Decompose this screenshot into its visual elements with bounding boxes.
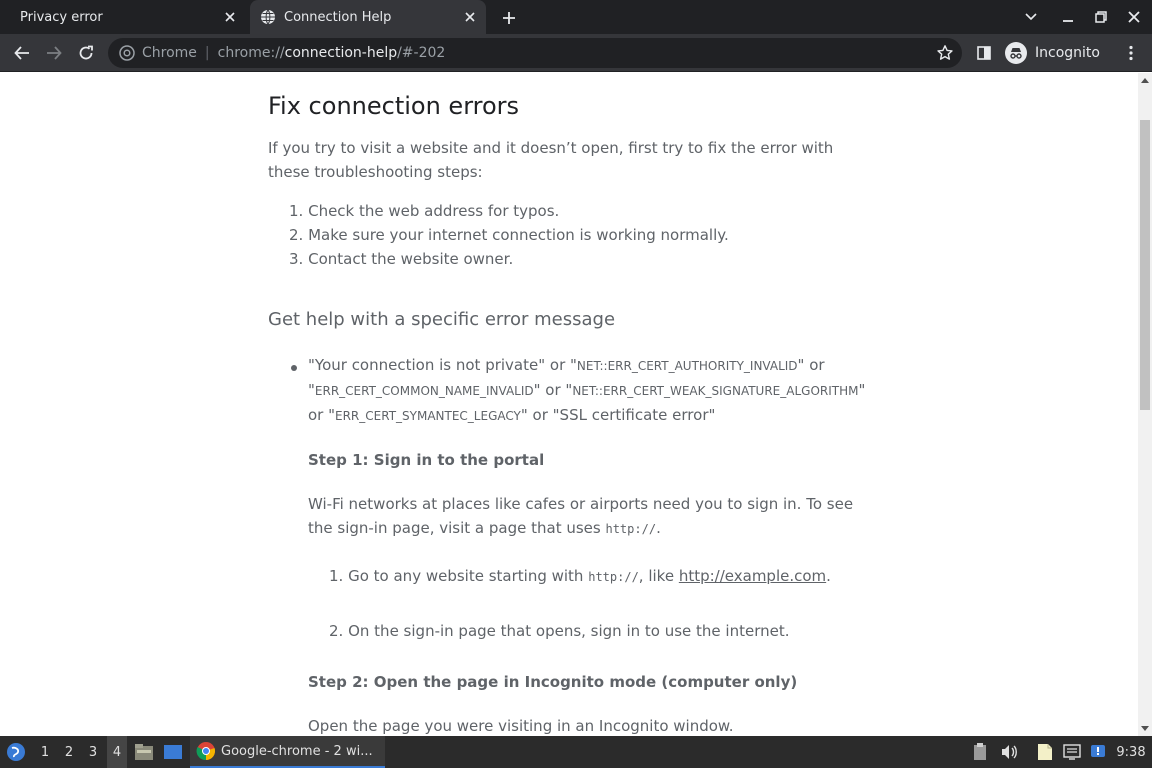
example-link[interactable]: http://example.com: [678, 567, 827, 585]
more-menu-icon[interactable]: [1120, 42, 1142, 64]
step1-paragraph: [308, 492, 868, 541]
error-text: " or: [797, 356, 825, 374]
step-text: Check the web address for typos.: [308, 202, 560, 220]
network-icon[interactable]: [1061, 736, 1083, 768]
list-item: 2. Make sure your internet connection is working normally.: [289, 226, 729, 244]
minimize-icon[interactable]: [1058, 7, 1078, 27]
taskbar-chrome-app[interactable]: [190, 736, 385, 768]
clock[interactable]: 9:38: [1116, 744, 1146, 760]
error-text: ": [308, 381, 315, 399]
bullet-icon: [291, 365, 297, 371]
error-message-line-3: [308, 403, 715, 428]
workspace-2[interactable]: 2: [64, 744, 74, 760]
page-scrollbar[interactable]: [1138, 73, 1152, 736]
tab-title: Connection Help: [284, 9, 392, 25]
step1-text: Wi-Fi networks at places like cafes or airports need you to sign in. To see the sign-in page, visit a page that uses: [308, 495, 854, 537]
list-item: 1. Check the web address for typos.: [289, 202, 560, 220]
page-content: [0, 73, 1138, 736]
volume-icon[interactable]: [998, 736, 1020, 768]
tab-connection-help[interactable]: [250, 0, 486, 34]
close-window-icon[interactable]: [1124, 7, 1144, 27]
scroll-down-arrow-icon[interactable]: [1141, 726, 1149, 731]
code-http: http://: [605, 522, 657, 536]
tab-search-chevron-icon[interactable]: [1021, 7, 1041, 27]
error-text: or ": [308, 406, 336, 424]
chrome-icon: [196, 741, 216, 761]
tab-strip: [0, 0, 1152, 34]
bookmark-star-icon[interactable]: [936, 44, 954, 62]
step2-heading: Step 2: Open the page in Incognito mode (computer only): [308, 673, 798, 691]
error-text: " or "SSL certificate error": [520, 406, 716, 424]
start-menu-icon[interactable]: [4, 736, 28, 768]
url-scheme: chrome://: [217, 45, 285, 61]
substep-text: Go to any website starting with: [348, 567, 589, 585]
incognito-label: Incognito: [1035, 45, 1100, 61]
close-icon[interactable]: [460, 7, 480, 27]
workspace-3[interactable]: 3: [88, 744, 98, 760]
section-heading: Get help with a specific error message: [268, 309, 616, 330]
restore-icon[interactable]: [1091, 7, 1111, 27]
scroll-thumb[interactable]: [1140, 120, 1150, 410]
substep-text: , like: [638, 567, 679, 585]
error-message-line-1: [308, 353, 825, 378]
tab-title: Privacy error: [20, 9, 103, 25]
address-bar[interactable]: [108, 38, 962, 68]
step1-heading: Step 1: Sign in to the portal: [308, 451, 545, 469]
list-item: 1. Go to any website starting with http://, like http://example.com.: [329, 567, 831, 585]
omnibox-chip-label: Chrome: [142, 45, 197, 61]
globe-icon: [260, 9, 276, 25]
side-panel-icon[interactable]: [973, 42, 995, 64]
url-host: connection-help: [284, 45, 398, 61]
step-text: Contact the website owner.: [308, 250, 514, 268]
workspace-1[interactable]: 1: [40, 744, 50, 760]
url-path: /#-202: [397, 45, 446, 61]
browser-toolbar: [0, 34, 1152, 72]
new-tab-button[interactable]: [498, 7, 520, 29]
chrome-icon: [119, 45, 135, 61]
list-item: 3. Contact the website owner.: [289, 250, 514, 268]
page-title: Fix connection errors: [268, 92, 520, 120]
error-code: ERR_CERT_SYMANTEC_LEGACY: [335, 409, 521, 423]
taskbar-app-label: Google-chrome - 2 wi...: [221, 743, 373, 759]
reload-icon[interactable]: [75, 42, 97, 64]
close-icon[interactable]: [220, 7, 240, 27]
error-code: NET::ERR_CERT_AUTHORITY_INVALID: [576, 359, 798, 373]
back-arrow-icon[interactable]: [11, 42, 33, 64]
intro-paragraph: If you try to visit a website and it doesn’t open, first try to fix the error with these troubleshooting steps:: [268, 139, 834, 181]
notification-icon[interactable]: [1088, 736, 1108, 768]
step-text: Make sure your internet connection is working normally.: [308, 226, 729, 244]
step1-text: .: [656, 519, 661, 537]
workspace-4[interactable]: 4: [107, 736, 127, 768]
notes-icon[interactable]: [1034, 736, 1056, 768]
taskbar: [0, 736, 1152, 768]
error-text: " or ": [533, 381, 573, 399]
forward-arrow-icon[interactable]: [43, 42, 65, 64]
omnibox-separator: |: [204, 45, 210, 61]
incognito-icon: [1005, 42, 1027, 64]
incognito-profile-button[interactable]: [1005, 41, 1100, 65]
error-message-line-2: [308, 378, 865, 403]
desktop-icon[interactable]: [162, 736, 184, 768]
substep-text: .: [826, 567, 831, 585]
error-code: ERR_CERT_COMMON_NAME_INVALID: [314, 384, 534, 398]
code-http: http://: [588, 570, 639, 584]
tab-privacy-error[interactable]: [8, 0, 246, 34]
file-manager-icon[interactable]: [133, 736, 155, 768]
step2-paragraph: Open the page you were visiting in an Incognito window.: [308, 717, 734, 735]
scroll-up-arrow-icon[interactable]: [1141, 78, 1149, 83]
clipboard-icon[interactable]: [970, 736, 990, 768]
error-text: ": [858, 381, 866, 399]
list-item: 2. On the sign-in page that opens, sign in to use the internet.: [329, 622, 790, 640]
error-code: NET::ERR_CERT_WEAK_SIGNATURE_ALGORITHM: [572, 384, 859, 398]
substep-text: On the sign-in page that opens, sign in to use the internet.: [348, 622, 790, 640]
error-text: "Your connection is not private" or ": [308, 356, 577, 374]
